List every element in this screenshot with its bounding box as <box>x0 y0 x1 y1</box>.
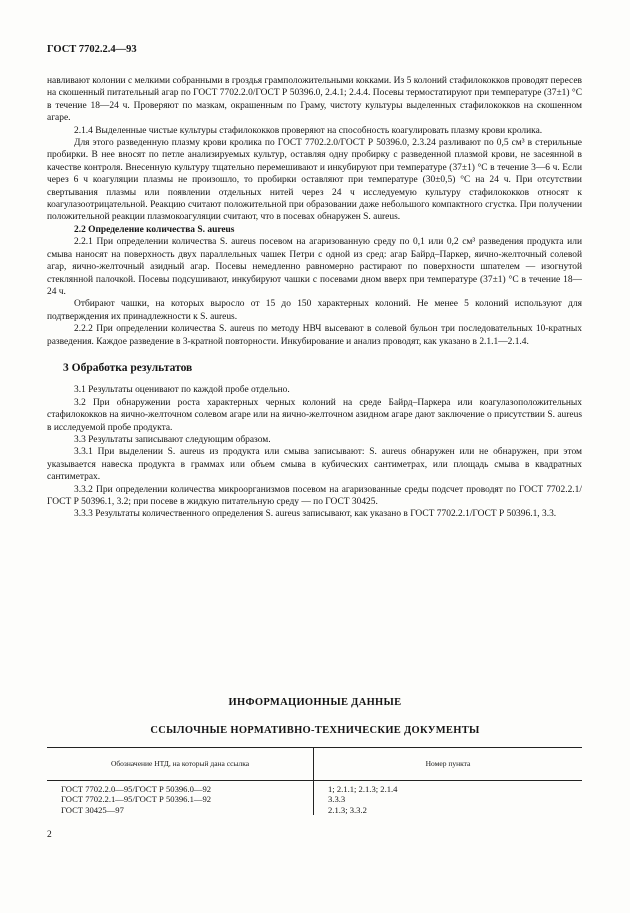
column-header: Обозначение НТД, на который дана ссылка <box>47 748 314 781</box>
paragraph: 3.3.2 При определении количества микроорганизмов посевом на агаризованные среды подсчет проводят по ГОСТ 7702.2.1/ГОСТ Р 50396.1, 3.2; при посеве в жидкую питательную среду — по ГОСТ 30425. <box>47 484 582 507</box>
paragraph: Для этого разведенную плазму крови кролика по ГОСТ 7702.2.0/ГОСТ Р 50396.0, 2.3.24 разливают по 0,5 см³ в стерильные пробирки. В нее вносят по петле анализируемых культур, оставляя одну пробирку с разведенной плазмой крови, не засеянной в качестве контроля. Внесенную культуру тщательно перемешивают и инкубируют при температуре (37±1) °С в течение 3—6 ч. Если через 6 ч коагуляции плазмы не произошло, то пробирки оставляют при температуре (30±0,5) °С на 24 ч. При отсутствии свертывания плазмы или появлении отдельных нитей через 24 ч исследуемую культуру стафилококков относят к коагулазоотрицательной. Реакцию считают положительной при образовании даже небольшого компактного сгустка. При получении положительной реакции плазмокоагуляции считают, что в посевах обнаружен S. aureus. <box>47 138 582 223</box>
references-table <box>47 747 582 815</box>
table-header-row <box>47 748 582 781</box>
clause-number: 3.3.3 <box>328 794 346 805</box>
paragraph: Отбирают чашки, на которых выросло от 15 до 150 характерных колоний. Не менее 5 колоний используют для подтверждения их принадлежности к S. aureus. <box>47 299 582 322</box>
paragraph: 2.1.4 Выделенные чистые культуры стафилококков проверяют на способность коагулировать плазму крови кролика. <box>74 125 543 136</box>
paragraph: 3.3 Результаты записывают следующим образом. <box>74 434 271 445</box>
document-body <box>47 75 582 521</box>
ntd-reference: ГОСТ 7702.2.1—95/ГОСТ Р 50396.1—92 <box>61 794 212 805</box>
refs-title: ССЫЛОЧНЫЕ НОРМАТИВНО-ТЕХНИЧЕСКИЕ ДОКУМЕНТЫ <box>150 725 480 736</box>
paragraph: 3.1 Результаты оценивают по каждой пробе отдельно. <box>74 385 290 396</box>
page-number: 2 <box>47 830 52 840</box>
paragraph: 3.3.1 При выделении S. aureus из продукта или смыва записывают: S. aureus обнаружен или не обнаружен, при этом указывается навеска продукта в граммах или объем смыва в кубических сантиметрах, или площадь смыва в квадратных сантиметрах. <box>47 447 582 483</box>
ntd-reference: ГОСТ 7702.2.0—95/ГОСТ Р 50396.0—92 <box>61 784 212 794</box>
table-cell <box>314 781 583 815</box>
clause-number: 1; 2.1.1; 2.1.3; 2.1.4 <box>328 784 398 794</box>
paragraph: 3.3.3 Результаты количественного определения S. aureus записывают, как указано в ГОСТ 7702.2.1/ГОСТ Р 50396.1, 3.3. <box>74 509 557 520</box>
info-title: ИНФОРМАЦИОННЫЕ ДАННЫЕ <box>228 697 402 708</box>
table-cell <box>47 781 314 815</box>
running-header: ГОСТ 7702.2.4—93 <box>47 44 137 55</box>
subsection-heading: 2.2 Определение количества S. aureus <box>74 224 235 235</box>
column-header: Номер пункта <box>314 748 583 781</box>
section-heading: 3 Обработка результатов <box>63 361 193 374</box>
paragraph: навливают колонии с мелкими собранными в гроздья грамположительными кокками. Из 5 колоний стафилококков проводят пересев на скошенный питательный агар по ГОСТ 7702.2.0/ГОСТ Р 50396.0, 2.4.1; 2.4.4. Посевы термостатируют при температуре (37±1) °С в течение 18—24 ч. Проверяют по мазкам, окрашенным по Граму, чистоту культуры выделенных стафилококков на скошенном агаре. <box>47 76 582 124</box>
paragraph: 2.2.2 При определении количества S. aureus по методу НВЧ высевают в солевой бульон три последовательных 10-кратных разведения. Каждое разведение в 3-кратной повторности. Инкубирование и анализ проводят, как указано в 2.1.1—2.1.4. <box>47 324 582 347</box>
table-row <box>47 781 582 815</box>
paragraph: 3.2 При обнаружении роста характерных черных колоний на среде Байрд–Паркера или коагулазоположительных стафилококков на яично-желточном солевом агаре или на яично-желточном азидном агаре дают заключение о присутствии S. aureus в исследуемой пробе продукта. <box>47 397 582 433</box>
ntd-reference: ГОСТ 30425—97 <box>61 804 124 815</box>
clause-number: 2.1.3; 3.3.2 <box>328 804 367 815</box>
paragraph: 2.2.1 При определении количества S. aureus посевом на агаризованную среду по 0,1 или 0,2 см³ разведения продукта или смыва наносят на поверхность двух параллельных чашек Петри с одной из сред: агар Байрд–Паркер, яично-желточный солевой агар, яично-желточный азидный агар. Посевы немедленно равномерно растирают по поверхности шпателем — изогнутой стеклянной палочкой. Посевы подсушивают, инкубируют чашки с посевами дном вверх при температуре (37±1) °С в течение 18—24 ч. <box>47 237 582 297</box>
